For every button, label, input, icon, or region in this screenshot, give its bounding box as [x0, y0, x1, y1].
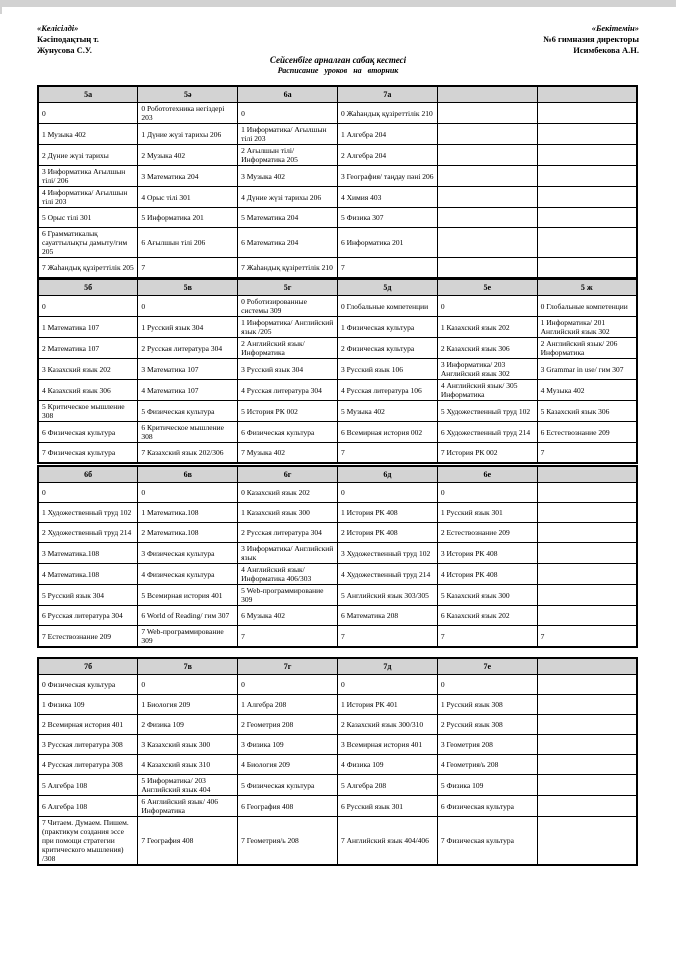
lesson-cell: 0 Глобальные компетенции: [337, 296, 437, 317]
lesson-cell: 2 Английский язык/ Информатика: [238, 338, 338, 359]
lesson-cell: [537, 735, 637, 755]
timetable-grades-5a-7a: [37, 85, 638, 279]
lesson-cell: 5 Физическая культура: [238, 775, 338, 796]
lesson-cell: 5 Физика 307: [337, 208, 437, 228]
lesson-cell: 5 Информатика 201: [138, 208, 238, 228]
lesson-cell: 3 Физическая культура: [138, 543, 238, 564]
lesson-cell: 2 Физика 109: [138, 715, 238, 735]
lesson-cell: 1 Художественный труд 102: [38, 503, 138, 523]
lesson-cell: 7 Естествознание 209: [38, 626, 138, 648]
timetable-row: [38, 338, 637, 359]
lesson-cell: 4 Русская литература 304: [238, 380, 338, 401]
lesson-cell: 1 Алгебра 208: [238, 695, 338, 715]
lesson-cell: 1 История РК 401: [337, 695, 437, 715]
lesson-cell: [537, 543, 637, 564]
lesson-cell: 1 Музыка 402: [38, 124, 138, 145]
lesson-cell: 6 Естествознание 209: [537, 422, 637, 443]
lesson-cell: 5 Английский язык 303/305: [337, 585, 437, 606]
class-header: [537, 466, 637, 483]
class-header-row: [38, 466, 637, 483]
class-header: 5е: [437, 279, 537, 296]
lesson-cell: 5 Орыс тілі 301: [38, 208, 138, 228]
lesson-cell: [437, 145, 537, 166]
timetable-row: [38, 755, 637, 775]
lesson-cell: 0: [337, 675, 437, 695]
class-header: 6а: [238, 86, 338, 103]
lesson-cell: [537, 103, 637, 124]
lesson-cell: 2 Математика 107: [38, 338, 138, 359]
lesson-cell: 4 Химия 403: [337, 187, 437, 208]
class-header: 7б: [38, 658, 138, 675]
lesson-cell: [537, 755, 637, 775]
lesson-cell: 7 Жаһандық құзіреттілік 210: [238, 258, 338, 279]
class-header: 5ә: [138, 86, 238, 103]
class-header: 5г: [238, 279, 338, 296]
class-header: 6г: [238, 466, 338, 483]
lesson-cell: 4 Музыка 402: [537, 380, 637, 401]
lesson-cell: 1 Русский язык 308: [437, 695, 537, 715]
lesson-cell: [537, 166, 637, 187]
lesson-cell: [437, 103, 537, 124]
lesson-cell: 2 Геометрия 208: [238, 715, 338, 735]
lesson-cell: 1 Казахский язык 300: [238, 503, 338, 523]
lesson-cell: 4 Информатика/ Ағылшын тілі 203: [38, 187, 138, 208]
lesson-cell: [437, 124, 537, 145]
lesson-cell: 6 Русская литература 304: [38, 606, 138, 626]
lesson-cell: 6 Казахский язык 202: [437, 606, 537, 626]
lesson-cell: 2 Ағылшын тілі/ Информатика 205: [238, 145, 338, 166]
timetable-row: [38, 796, 637, 817]
lesson-cell: 7: [238, 626, 338, 648]
lesson-cell: 4 История РК 408: [437, 564, 537, 585]
lesson-cell: [437, 258, 537, 279]
timetable-row: [38, 359, 637, 380]
lesson-cell: 4 Физика 109: [337, 755, 437, 775]
lesson-cell: 5 Казахский язык 306: [537, 401, 637, 422]
lesson-cell: 4 Дүние жүзі тарихы 206: [238, 187, 338, 208]
lesson-cell: 7 Физическая культура: [38, 443, 138, 464]
lesson-cell: [537, 258, 637, 279]
lesson-cell: 2 Русский язык 308: [437, 715, 537, 735]
lesson-cell: 2 Физическая культура: [337, 338, 437, 359]
timetable-row: [38, 817, 637, 866]
lesson-cell: [537, 606, 637, 626]
lesson-cell: [537, 564, 637, 585]
lesson-cell: 7: [537, 443, 637, 464]
lesson-cell: 2 Русская литература 304: [138, 338, 238, 359]
lesson-cell: 6 Английский язык/ 406 Информатика: [138, 796, 238, 817]
class-header: [537, 86, 637, 103]
timetable-row: [38, 296, 637, 317]
lesson-cell: 7: [337, 258, 437, 279]
class-header: 7д: [337, 658, 437, 675]
lesson-cell: [537, 715, 637, 735]
lesson-cell: 3 Русский язык 304: [238, 359, 338, 380]
lesson-cell: 4 Художественный труд 214: [337, 564, 437, 585]
lesson-cell: 5 Web-программирование 309: [238, 585, 338, 606]
lesson-cell: 0: [238, 675, 338, 695]
lesson-cell: 4 Орыс тілі 301: [138, 187, 238, 208]
lesson-cell: [537, 523, 637, 543]
class-header: 6б: [38, 466, 138, 483]
lesson-cell: 2 Музыка 402: [138, 145, 238, 166]
lesson-cell: 7 Музыка 402: [238, 443, 338, 464]
lesson-cell: [537, 796, 637, 817]
lesson-cell: 1 Математика.108: [138, 503, 238, 523]
timetable-row: [38, 124, 637, 145]
lesson-cell: 2 Английский язык/ 206 Информатика: [537, 338, 637, 359]
lesson-cell: 5 Музыка 402: [337, 401, 437, 422]
timetable-row: [38, 775, 637, 796]
class-header-row: [38, 658, 637, 675]
agreed-signer: Жунусова С.У.: [37, 45, 92, 55]
timetable-row: [38, 228, 637, 258]
lesson-cell: 2 Русская литература 304: [238, 523, 338, 543]
lesson-cell: 1 Русский язык 301: [437, 503, 537, 523]
lesson-cell: [437, 187, 537, 208]
lesson-cell: 0 Жаһандық құзіреттілік 210: [337, 103, 437, 124]
lesson-cell: 1 Информатика/ 201 Английский язык 302: [537, 317, 637, 338]
lesson-cell: 7 Английский язык 404/406: [337, 817, 437, 866]
lesson-cell: 5 Математика 204: [238, 208, 338, 228]
lesson-cell: 0: [38, 103, 138, 124]
approved-label: «Бекітемін»: [591, 23, 639, 33]
class-header: 6д: [337, 466, 437, 483]
lesson-cell: 0 Глобальные компетенции: [537, 296, 637, 317]
lesson-cell: 5 Художественный труд 102: [437, 401, 537, 422]
class-header: [537, 658, 637, 675]
lesson-cell: 7: [537, 626, 637, 648]
lesson-cell: 0: [138, 296, 238, 317]
lesson-cell: 4 Физическая культура: [138, 564, 238, 585]
lesson-cell: 3 Русская литература 308: [38, 735, 138, 755]
lesson-cell: 4 Казахский язык 306: [38, 380, 138, 401]
timetable-row: [38, 208, 637, 228]
lesson-cell: 5 Алгебра 208: [337, 775, 437, 796]
class-header: 7в: [138, 658, 238, 675]
lesson-cell: 4 Русская литература 106: [337, 380, 437, 401]
timetable-row: [38, 317, 637, 338]
lesson-cell: 3 Математика 107: [138, 359, 238, 380]
lesson-cell: 3 Казахский язык 300: [138, 735, 238, 755]
lesson-cell: 7: [337, 443, 437, 464]
lesson-cell: 6 Физическая культура: [238, 422, 338, 443]
lesson-cell: 1 Физика 109: [38, 695, 138, 715]
class-header: 5 ж: [537, 279, 637, 296]
lesson-cell: 0: [437, 296, 537, 317]
lesson-cell: [537, 675, 637, 695]
lesson-cell: 0: [38, 483, 138, 503]
lesson-cell: 2 История РК 408: [337, 523, 437, 543]
lesson-cell: 6 Грамматикалық сауаттылықты дамыту/гим 205: [38, 228, 138, 258]
lesson-cell: 7 Казахский язык 202/306: [138, 443, 238, 464]
lesson-cell: 2 Всемирная история 401: [38, 715, 138, 735]
lesson-cell: 4 Математика.108: [38, 564, 138, 585]
lesson-cell: 3 Информатика/ Английский язык: [238, 543, 338, 564]
lesson-cell: 4 Геометрия/ь 208: [437, 755, 537, 775]
lesson-cell: 3 Информатика Ағылшын тілі/ 206: [38, 166, 138, 187]
lesson-cell: [437, 228, 537, 258]
lesson-cell: 3 История РК 408: [437, 543, 537, 564]
lesson-cell: [537, 228, 637, 258]
lesson-cell: 7: [138, 258, 238, 279]
lesson-cell: 1 Информатика/ Английский язык /205: [238, 317, 338, 338]
timetable-grades-7b-7e: [37, 657, 638, 866]
lesson-cell: 1 Математика 107: [38, 317, 138, 338]
lesson-cell: 2 Математика.108: [138, 523, 238, 543]
timetable-row: [38, 606, 637, 626]
lesson-cell: 3 Казахский язык 202: [38, 359, 138, 380]
lesson-cell: 2 Казахский язык 306: [437, 338, 537, 359]
timetable-row: [38, 626, 637, 648]
lesson-cell: 2 Дүние жүзі тарихы: [38, 145, 138, 166]
lesson-cell: 0 Физическая культура: [38, 675, 138, 695]
lesson-cell: [537, 124, 637, 145]
class-header: 7г: [238, 658, 338, 675]
lesson-cell: 5 Физическая культура: [138, 401, 238, 422]
lesson-cell: 3 Физика 109: [238, 735, 338, 755]
lesson-cell: 4 Английский язык/ Информатика 406/303: [238, 564, 338, 585]
lesson-cell: 2 Казахский язык 300/310: [337, 715, 437, 735]
scan-edge-artifact: [0, 0, 676, 7]
agreed-org: Кәсіподақтың т.: [37, 34, 99, 44]
lesson-cell: 6 Физическая культура: [38, 422, 138, 443]
lesson-cell: 7 Жаһандық құзіреттілік 205: [38, 258, 138, 279]
lesson-cell: 0: [38, 296, 138, 317]
timetable-row: [38, 145, 637, 166]
lesson-cell: 0: [437, 675, 537, 695]
lesson-cell: 4 Математика 107: [138, 380, 238, 401]
lesson-cell: 3 Всемирная история 401: [337, 735, 437, 755]
lesson-cell: 5 Всемирная история 401: [138, 585, 238, 606]
lesson-cell: 1 Биология 209: [138, 695, 238, 715]
lesson-cell: 6 Критическое мышление 308: [138, 422, 238, 443]
timetable-row: [38, 675, 637, 695]
lesson-cell: 7: [437, 626, 537, 648]
lesson-cell: [537, 208, 637, 228]
lesson-cell: 5 История РК 002: [238, 401, 338, 422]
lesson-cell: 6 Информатика 201: [337, 228, 437, 258]
lesson-cell: 3 Русский язык 106: [337, 359, 437, 380]
timetable-row: [38, 187, 637, 208]
lesson-cell: 5 Критическое мышление 308: [38, 401, 138, 422]
lesson-cell: 4 Английский язык/ 305 Информатика: [437, 380, 537, 401]
lesson-cell: 7: [337, 626, 437, 648]
timetable-row: [38, 103, 637, 124]
lesson-cell: 3 Музыка 402: [238, 166, 338, 187]
lesson-cell: 0 Робототехника негіздері 203: [138, 103, 238, 124]
lesson-cell: 6 Алгебра 108: [38, 796, 138, 817]
lesson-cell: 1 Информатика/ Ағылшын тілі 203: [238, 124, 338, 145]
lesson-cell: 4 Казахский язык 310: [138, 755, 238, 775]
timetable-row: [38, 564, 637, 585]
lesson-cell: [537, 483, 637, 503]
lesson-cell: 1 История РК 408: [337, 503, 437, 523]
lesson-cell: 6 Всемирная история 002: [337, 422, 437, 443]
lesson-cell: 6 Математика 208: [337, 606, 437, 626]
lesson-cell: 6 Физическая культура: [437, 796, 537, 817]
class-header: [437, 86, 537, 103]
lesson-cell: 7 История РК 002: [437, 443, 537, 464]
timetable-row: [38, 483, 637, 503]
lesson-cell: 1 Дүние жүзі тарихы 206: [138, 124, 238, 145]
lesson-cell: 6 Математика 204: [238, 228, 338, 258]
approval-header: [37, 23, 639, 56]
lesson-cell: 4 Русская литература 308: [38, 755, 138, 775]
timetable-grades-5b-5zh: [37, 278, 638, 464]
lesson-cell: [537, 817, 637, 866]
lesson-cell: 3 Геометрия 208: [437, 735, 537, 755]
lesson-cell: 0 Роботизированные системы 309: [238, 296, 338, 317]
lesson-cell: 6 География 408: [238, 796, 338, 817]
timetable-row: [38, 543, 637, 564]
title-kazakh: Сейсенбіге арналған сабақ кестесі: [269, 55, 407, 65]
class-header: 5а: [38, 86, 138, 103]
class-header: 5д: [337, 279, 437, 296]
approved-signer: Исимбекова А.Н.: [573, 45, 639, 55]
timetable-row: [38, 695, 637, 715]
lesson-cell: 0: [337, 483, 437, 503]
lesson-cell: 3 Математика.108: [38, 543, 138, 564]
lesson-cell: 3 Grammar in use/ гим 307: [537, 359, 637, 380]
timetable-row: [38, 715, 637, 735]
lesson-cell: 7 География 408: [138, 817, 238, 866]
timetable-row: [38, 735, 637, 755]
lesson-cell: [537, 585, 637, 606]
lesson-cell: 7 Читаем. Думаем. Пишем. (практикум создания эссе при помощи стратегии критического мышления) /308: [38, 817, 138, 866]
lesson-cell: [537, 145, 637, 166]
lesson-cell: 6 Музыка 402: [238, 606, 338, 626]
scan-edge-artifact-left: [0, 0, 2, 14]
lesson-cell: 7 Web-программирование 309: [138, 626, 238, 648]
approval-right-block: [543, 23, 639, 56]
title-russian: Расписание уроков на вторник: [277, 66, 399, 75]
timetable-row: [38, 258, 637, 279]
timetable-row: [38, 401, 637, 422]
lesson-cell: 5 Русский язык 304: [38, 585, 138, 606]
lesson-cell: 2 Естествознание 209: [437, 523, 537, 543]
class-header: 6в: [138, 466, 238, 483]
lesson-cell: 3 География/ таңдау пәні 206: [337, 166, 437, 187]
lesson-cell: 3 Математика 204: [138, 166, 238, 187]
timetable-row: [38, 503, 637, 523]
document-title: [0, 55, 676, 76]
timetable-row: [38, 523, 637, 543]
lesson-cell: 0: [138, 675, 238, 695]
lesson-cell: 5 Информатика/ 203 Английский язык 404: [138, 775, 238, 796]
lesson-cell: 3 Художественный труд 102: [337, 543, 437, 564]
lesson-cell: 1 Казахский язык 202: [437, 317, 537, 338]
lesson-cell: [437, 208, 537, 228]
lesson-cell: [437, 166, 537, 187]
timetable-row: [38, 585, 637, 606]
lesson-cell: 1 Физическая культура: [337, 317, 437, 338]
class-header: 7е: [437, 658, 537, 675]
approval-left-block: [37, 23, 99, 56]
lesson-cell: 4 Биология 209: [238, 755, 338, 775]
timetable-row: [38, 380, 637, 401]
lesson-cell: 6 Русский язык 301: [337, 796, 437, 817]
lesson-cell: 7 Физическая культура: [437, 817, 537, 866]
timetable-row: [38, 166, 637, 187]
lesson-cell: [537, 187, 637, 208]
class-header-row: [38, 279, 637, 296]
lesson-cell: 6 Ағылшын тілі 206: [138, 228, 238, 258]
lesson-cell: [537, 503, 637, 523]
class-header: 5в: [138, 279, 238, 296]
class-header: 7а: [337, 86, 437, 103]
lesson-cell: 0: [238, 103, 338, 124]
lesson-cell: 5 Физика 109: [437, 775, 537, 796]
agreed-label: «Келісілді»: [37, 23, 79, 33]
class-header: 6е: [437, 466, 537, 483]
lesson-cell: [537, 695, 637, 715]
class-header-row: [38, 86, 637, 103]
lesson-cell: 5 Алгебра 108: [38, 775, 138, 796]
timetable-grades-6b-6e: [37, 465, 638, 648]
lesson-cell: 6 Художественный труд 214: [437, 422, 537, 443]
lesson-cell: 2 Художественный труд 214: [38, 523, 138, 543]
lesson-cell: 6 World of Reading/ гим 307: [138, 606, 238, 626]
lesson-cell: 7 Геометрия/ь 208: [238, 817, 338, 866]
lesson-cell: [537, 775, 637, 796]
lesson-cell: 5 Казахский язык 300: [437, 585, 537, 606]
lesson-cell: 1 Алгебра 204: [337, 124, 437, 145]
timetable-row: [38, 422, 637, 443]
lesson-cell: 3 Информатика/ 203 Английский язык 302: [437, 359, 537, 380]
lesson-cell: 0: [138, 483, 238, 503]
lesson-cell: 1 Русский язык 304: [138, 317, 238, 338]
lesson-cell: 0 Казахский язык 202: [238, 483, 338, 503]
class-header: 5б: [38, 279, 138, 296]
lesson-cell: 0: [437, 483, 537, 503]
approved-org: №6 гимназия директоры: [543, 34, 639, 44]
lesson-cell: 2 Алгебра 204: [337, 145, 437, 166]
timetable-row: [38, 443, 637, 464]
